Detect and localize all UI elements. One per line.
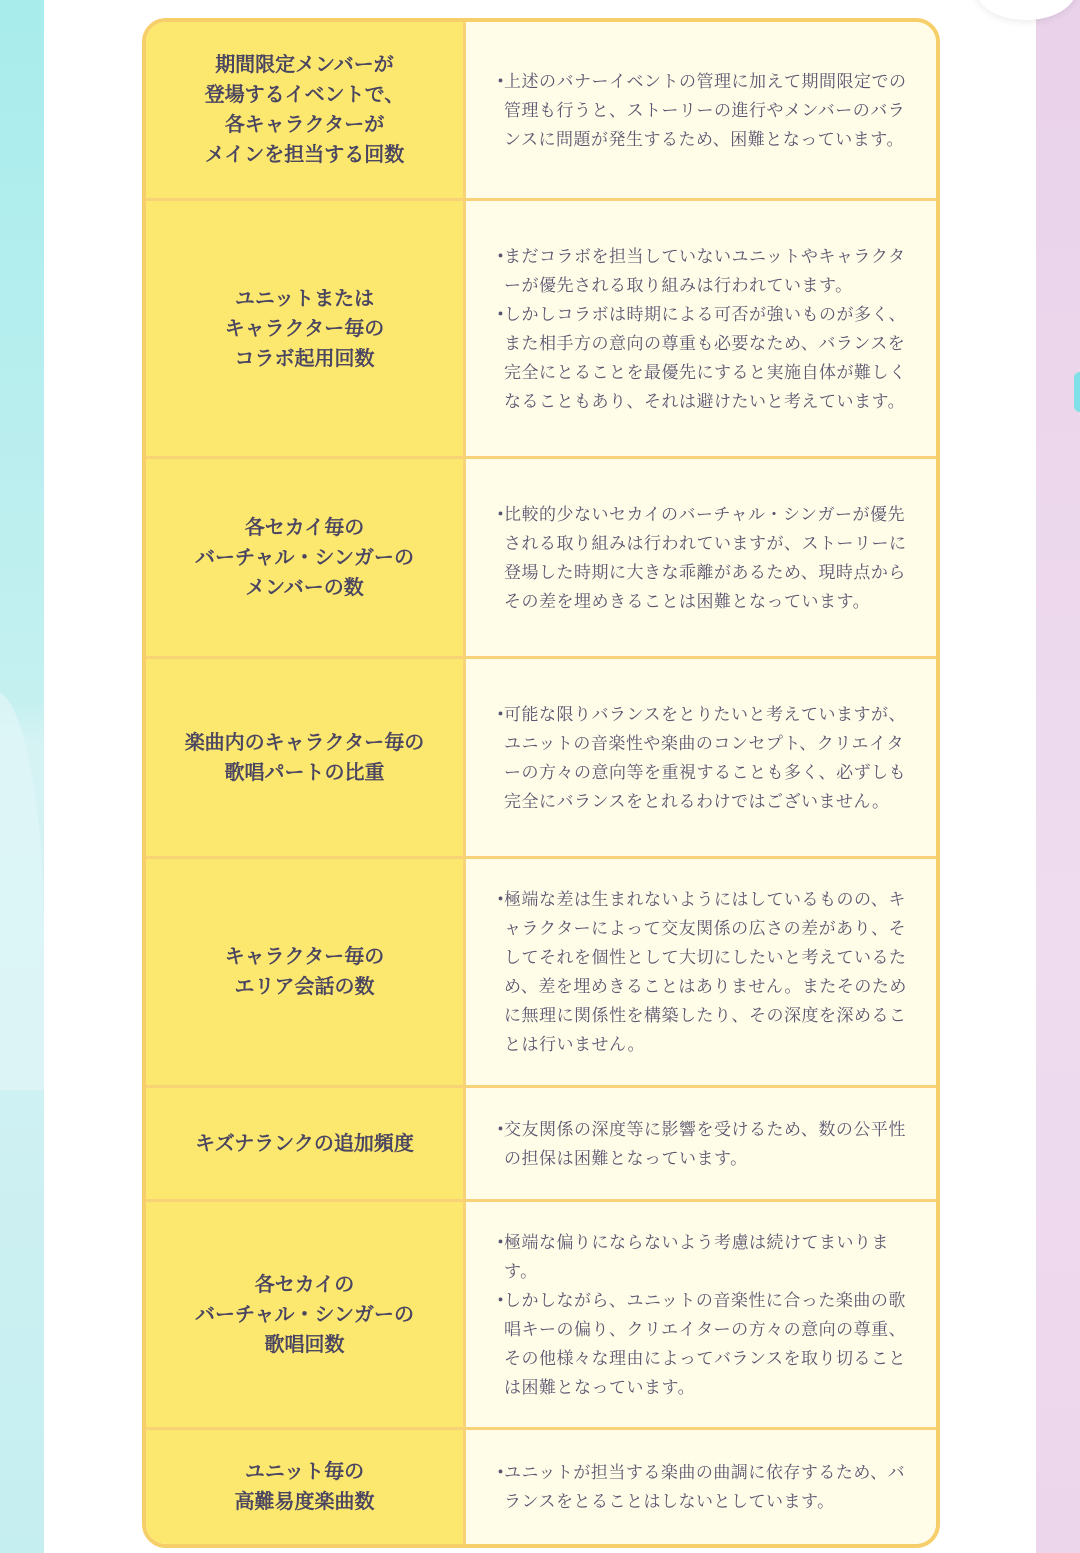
table-row [146,1202,936,1430]
bullet-text: まだコラボを担当していないユニットやキャラクターが優先される取り組みは行われています。 [504,246,906,295]
bullet-text: ユニットが担当する楽曲の曲調に依存するため、バランスをとることはしないとしています。 [504,1463,906,1511]
row-header: ユニットまたは キャラクター毎の コラボ起用回数 [146,201,466,456]
row-header: 期間限定メンバーが 登場するイベントで、 各キャラクターが メインを担当する回数 [146,22,466,198]
row-header: 各セカイの バーチャル・シンガーの 歌唱回数 [146,1202,466,1427]
table-row [146,201,936,459]
row-description [466,201,936,456]
bullet-item [492,1115,912,1173]
bullet-text: 交友関係の深度等に影響を受けるため、数の公平性の担保は困難となっています。 [504,1119,906,1168]
bullet-dot-icon: ・ [492,704,509,724]
bullet-dot-icon: ・ [492,1119,509,1139]
table-row [146,659,936,859]
table-row [146,1430,936,1544]
bullet-text: しかしながら、ユニットの音楽性に合った楽曲の歌唱キーの偏り、クリエイターの方々の意向の尊重、その他様々な理由によってバランスを取り切ることは困難となっています。 [504,1290,907,1397]
row-header: 各セカイ毎の バーチャル・シンガーの メンバーの数 [146,459,466,656]
bullet-item [492,300,912,416]
bullet-item [492,1286,912,1402]
bullet-item [492,67,912,154]
bullet-text: 比較的少ないセカイのバーチャル・シンガーが優先される取り組みは行われていますが、ストーリーに登場した時期に大きな乖離があるため、現時点からその差を埋めきることは困難となっています。 [504,504,907,611]
bullet-dot-icon: ・ [492,1290,509,1310]
table-row [146,22,936,201]
scroll-indicator[interactable] [1074,372,1080,412]
row-description [466,659,936,856]
bullet-text: しかしコラボは時期による可否が強いものが多く、また相手方の意向の尊重も必要なため、バランスを完全にとることを最優先にすると実施自体が難しくなることもあり、それは避けたいと考えています。 [504,304,907,411]
bullet-item [492,700,912,816]
bullet-dot-icon: ・ [492,1232,509,1252]
row-description [466,1088,936,1199]
bullet-text: 極端な偏りにならないよう考慮は続けてまいります。 [504,1232,889,1281]
table-rows [146,22,936,1544]
row-description [466,859,936,1085]
row-description [466,1202,936,1427]
bullet-text: 可能な限りバランスをとりたいと考えていますが、ユニットの音楽性や楽曲のコンセプト、クリエイターの方々の意向等を重視することも多く、必ずしも完全にバランスをとれるわけではございません。 [504,704,907,811]
bullet-item [492,1458,912,1516]
bullet-item [492,885,912,1059]
bullet-text: 上述のバナーイベントの管理に加えて期間限定での管理も行うと、ストーリーの進行やメンバーのバランスに問題が発生するため、困難となっています。 [504,71,907,149]
bullet-dot-icon: ・ [492,504,509,524]
row-description [466,1430,936,1544]
page-background-right [1036,0,1080,1553]
bullet-item [492,242,912,300]
bullet-dot-icon: ・ [492,304,509,324]
table-row [146,859,936,1088]
bullet-item [492,1228,912,1286]
bullet-text: 極端な差は生まれないようにはしているものの、キャラクターによって交友関係の広さの差があり、そしてそれを個性として大切にしたいと考えているため、差を埋めきることはありません。またそのために無理に関係性を構築したり、その深度を深めることは行いません。 [504,890,907,1054]
row-header: 楽曲内のキャラクター毎の 歌唱パートの比重 [146,659,466,856]
bullet-dot-icon: ・ [492,1463,509,1482]
bullet-dot-icon: ・ [492,246,509,266]
row-description [466,22,936,198]
table-row [146,459,936,659]
bullet-dot-icon: ・ [492,890,509,909]
row-header: ユニット毎の 高難易度楽曲数 [146,1430,466,1544]
table-row [146,1088,936,1202]
row-description [466,459,936,656]
bullet-dot-icon: ・ [492,71,509,91]
balance-policy-table [142,18,940,1548]
row-header: キャラクター毎の エリア会話の数 [146,859,466,1085]
bullet-item [492,500,912,616]
row-header: キズナランクの追加頻度 [146,1088,466,1199]
